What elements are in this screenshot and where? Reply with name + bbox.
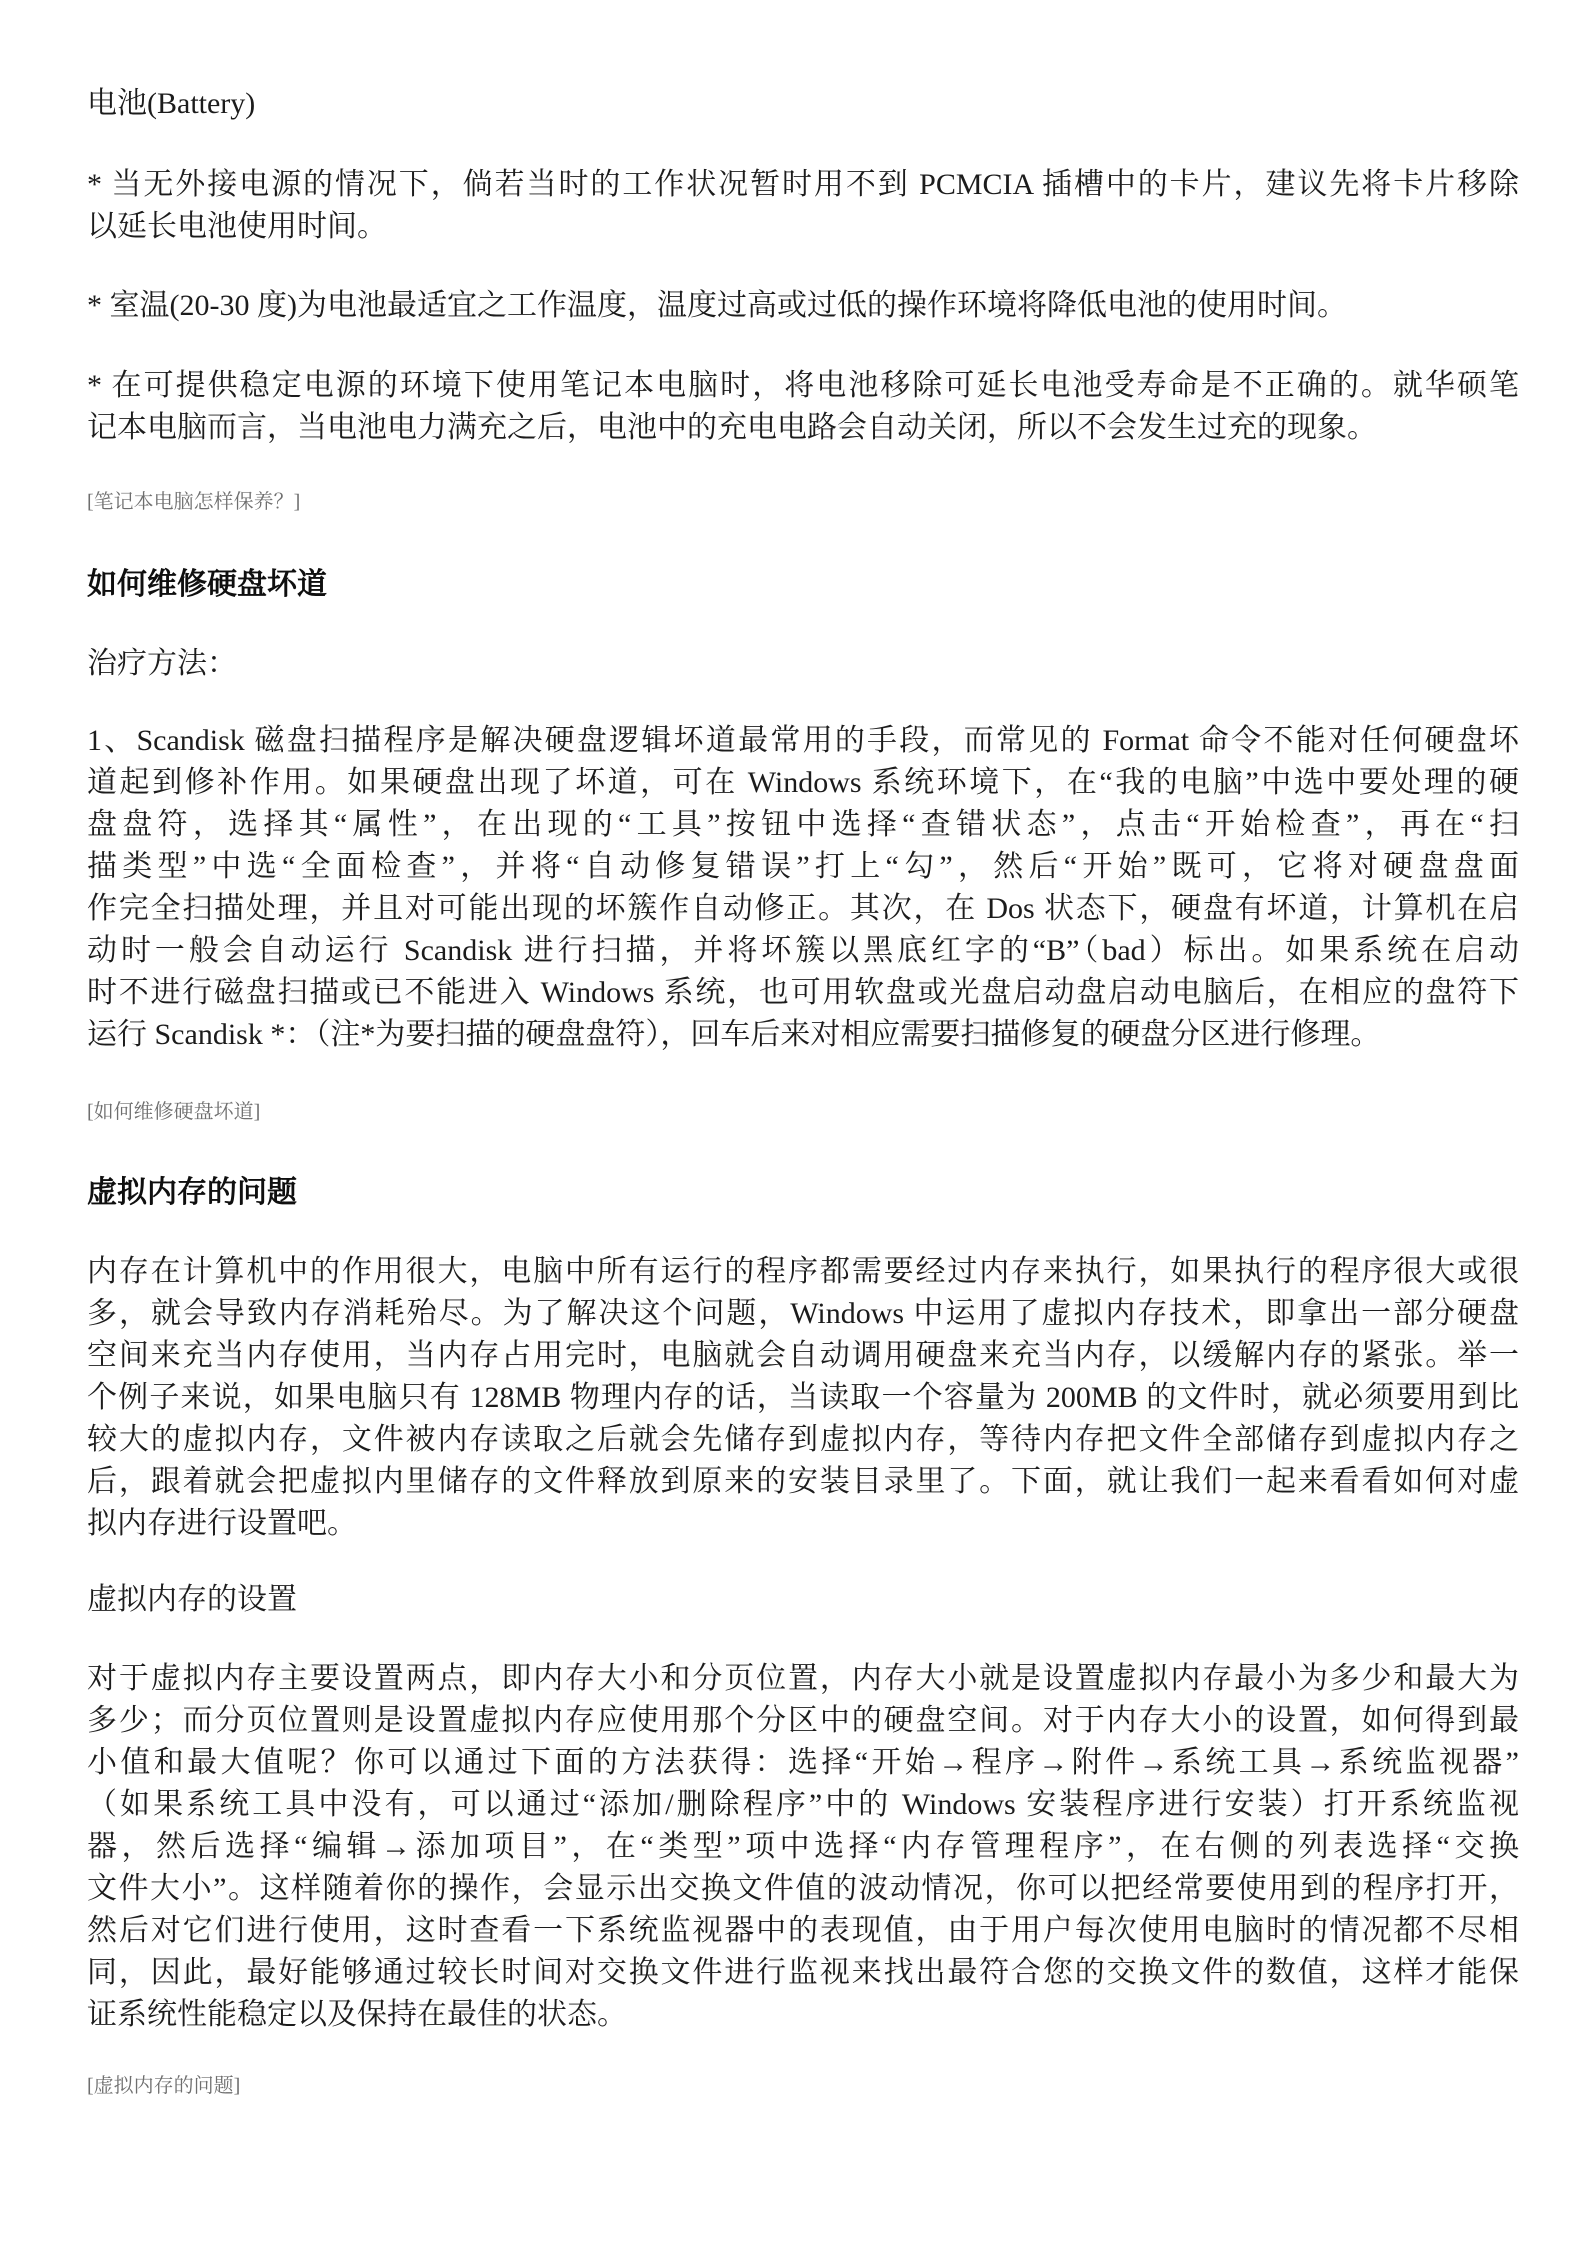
paragraph-line: 动时一般会自动运行 Scandisk 进行扫描，并将坏簇以黑底红字的“B”（bad）标出。如果系统在启动 xyxy=(87,934,1519,967)
paragraph-line: 小值和最大值呢？你可以通过下面的方法获得：选择“开始→程序→附件→系统工具→系统监视器” xyxy=(87,1746,1519,1779)
paragraph-line: （如果系统工具中没有，可以通过“添加/删除程序”中的 Windows 安装程序进行安装）打开系统监视 xyxy=(87,1788,1519,1821)
paragraph-line: 时不进行磁盘扫描或已不能进入 Windows 系统，也可用软盘或光盘启动盘启动电脑后，在相应的盘符下 xyxy=(87,976,1519,1009)
battery-tip-paragraph xyxy=(87,365,1519,449)
paragraph-line: 1、Scandisk 磁盘扫描程序是解决硬盘逻辑坏道最常用的手段，而常见的 Format 命令不能对任何硬盘坏 xyxy=(87,724,1519,757)
paragraph-line: 同，因此，最好能够通过较长时间对交换文件进行监视来找出最符合您的交换文件的数值，这样才能保 xyxy=(87,1956,1519,1989)
virtual-memory-intro-paragraph xyxy=(87,1251,1519,1545)
section-title-battery: 电池(Battery) xyxy=(87,87,256,120)
paragraph-line: 描类型”中选“全面检查”，并将“自动修复错误”打上“勾”，然后“开始”既可，它将对硬盘盘面 xyxy=(87,850,1519,883)
battery-tip-paragraph xyxy=(87,285,1519,327)
paragraph-line: 运行 Scandisk *：（注*为要扫描的硬盘盘符），回车后来对相应需要扫描修复的硬盘分区进行修理。 xyxy=(87,1018,1381,1051)
related-article-link: [虚拟内存的问题] xyxy=(87,2075,241,2097)
paragraph-line: 器，然后选择“编辑→添加项目”，在“类型”项中选择“内存管理程序”，在右侧的列表选择“交换 xyxy=(87,1830,1519,1863)
paragraph-line: 盘盘符，选择其“属性”，在出现的“工具”按钮中选择“查错状态”，点击“开始检查”，再在“扫 xyxy=(87,808,1519,841)
virtual-memory-settings-paragraph xyxy=(87,1658,1519,2036)
paragraph-line: * 室温(20-30 度)为电池最适宜之工作温度，温度过高或过低的操作环境将降低电池的使用时间。 xyxy=(87,289,1347,322)
paragraph-line: 内存在计算机中的作用很大，电脑中所有运行的程序都需要经过内存来执行，如果执行的程序很大或很 xyxy=(87,1255,1519,1288)
paragraph-line: 多，就会导致内存消耗殆尽。为了解决这个问题，Windows 中运用了虚拟内存技术，即拿出一部分硬盘 xyxy=(87,1297,1519,1330)
paragraph-line: 后，跟着就会把虚拟内里储存的文件释放到原来的安装目录里了。下面，就让我们一起来看看如何对虚 xyxy=(87,1465,1519,1498)
related-article-link: [笔记本电脑怎样保养？] xyxy=(87,491,301,513)
paragraph-line: 证系统性能稳定以及保持在最佳的状态。 xyxy=(87,1998,627,2031)
paragraph-line: 多少；而分页位置则是设置虚拟内存应使用那个分区中的硬盘空间。对于内存大小的设置，如何得到最 xyxy=(87,1704,1519,1737)
method-label: 治疗方法： xyxy=(87,647,237,680)
disk-repair-paragraph xyxy=(87,720,1519,1056)
section-heading-virtual-memory: 虚拟内存的问题 xyxy=(87,1176,297,1209)
paragraph-line: 文件大小”。这样随着你的操作，会显示出交换文件值的波动情况，你可以把经常要使用到的程序打开， xyxy=(87,1872,1519,1905)
paragraph-line: 记本电脑而言，当电池电力满充之后，电池中的充电电路会自动关闭，所以不会发生过充的现象。 xyxy=(87,411,1377,444)
paragraph-line: 个例子来说，如果电脑只有 128MB 物理内存的话，当读取一个容量为 200MB 的文件时，就必须要用到比 xyxy=(87,1381,1519,1414)
section-heading-disk-repair: 如何维修硬盘坏道 xyxy=(87,568,327,601)
paragraph-line: * 在可提供稳定电源的环境下使用笔记本电脑时，将电池移除可延长电池受寿命是不正确的。就华硕笔 xyxy=(87,369,1519,402)
battery-tip-paragraph xyxy=(87,164,1519,248)
paragraph-line: * 当无外接电源的情况下，倘若当时的工作状况暂时用不到 PCMCIA 插槽中的卡片，建议先将卡片移除 xyxy=(87,168,1519,201)
document-page xyxy=(87,83,1519,2101)
paragraph-line: 然后对它们进行使用，这时查看一下系统监视器中的表现值，由于用户每次使用电脑时的情况都不尽相 xyxy=(87,1914,1519,1947)
related-article-link: [如何维修硬盘坏道] xyxy=(87,1101,261,1123)
subheading-virtual-memory-settings: 虚拟内存的设置 xyxy=(87,1583,297,1616)
paragraph-line: 对于虚拟内存主要设置两点，即内存大小和分页位置，内存大小就是设置虚拟内存最小为多少和最大为 xyxy=(87,1662,1519,1695)
paragraph-line: 以延长电池使用时间。 xyxy=(87,210,387,243)
paragraph-line: 道起到修补作用。如果硬盘出现了坏道，可在 Windows 系统环境下，在“我的电脑”中选中要处理的硬 xyxy=(87,766,1519,799)
paragraph-line: 较大的虚拟内存，文件被内存读取之后就会先储存到虚拟内存，等待内存把文件全部储存到虚拟内存之 xyxy=(87,1423,1519,1456)
paragraph-line: 作完全扫描处理，并且对可能出现的坏簇作自动修正。其次，在 Dos 状态下，硬盘有坏道，计算机在启 xyxy=(87,892,1519,925)
paragraph-line: 空间来充当内存使用，当内存占用完时，电脑就会自动调用硬盘来充当内存，以缓解内存的紧张。举一 xyxy=(87,1339,1519,1372)
paragraph-line: 拟内存进行设置吧。 xyxy=(87,1507,357,1540)
